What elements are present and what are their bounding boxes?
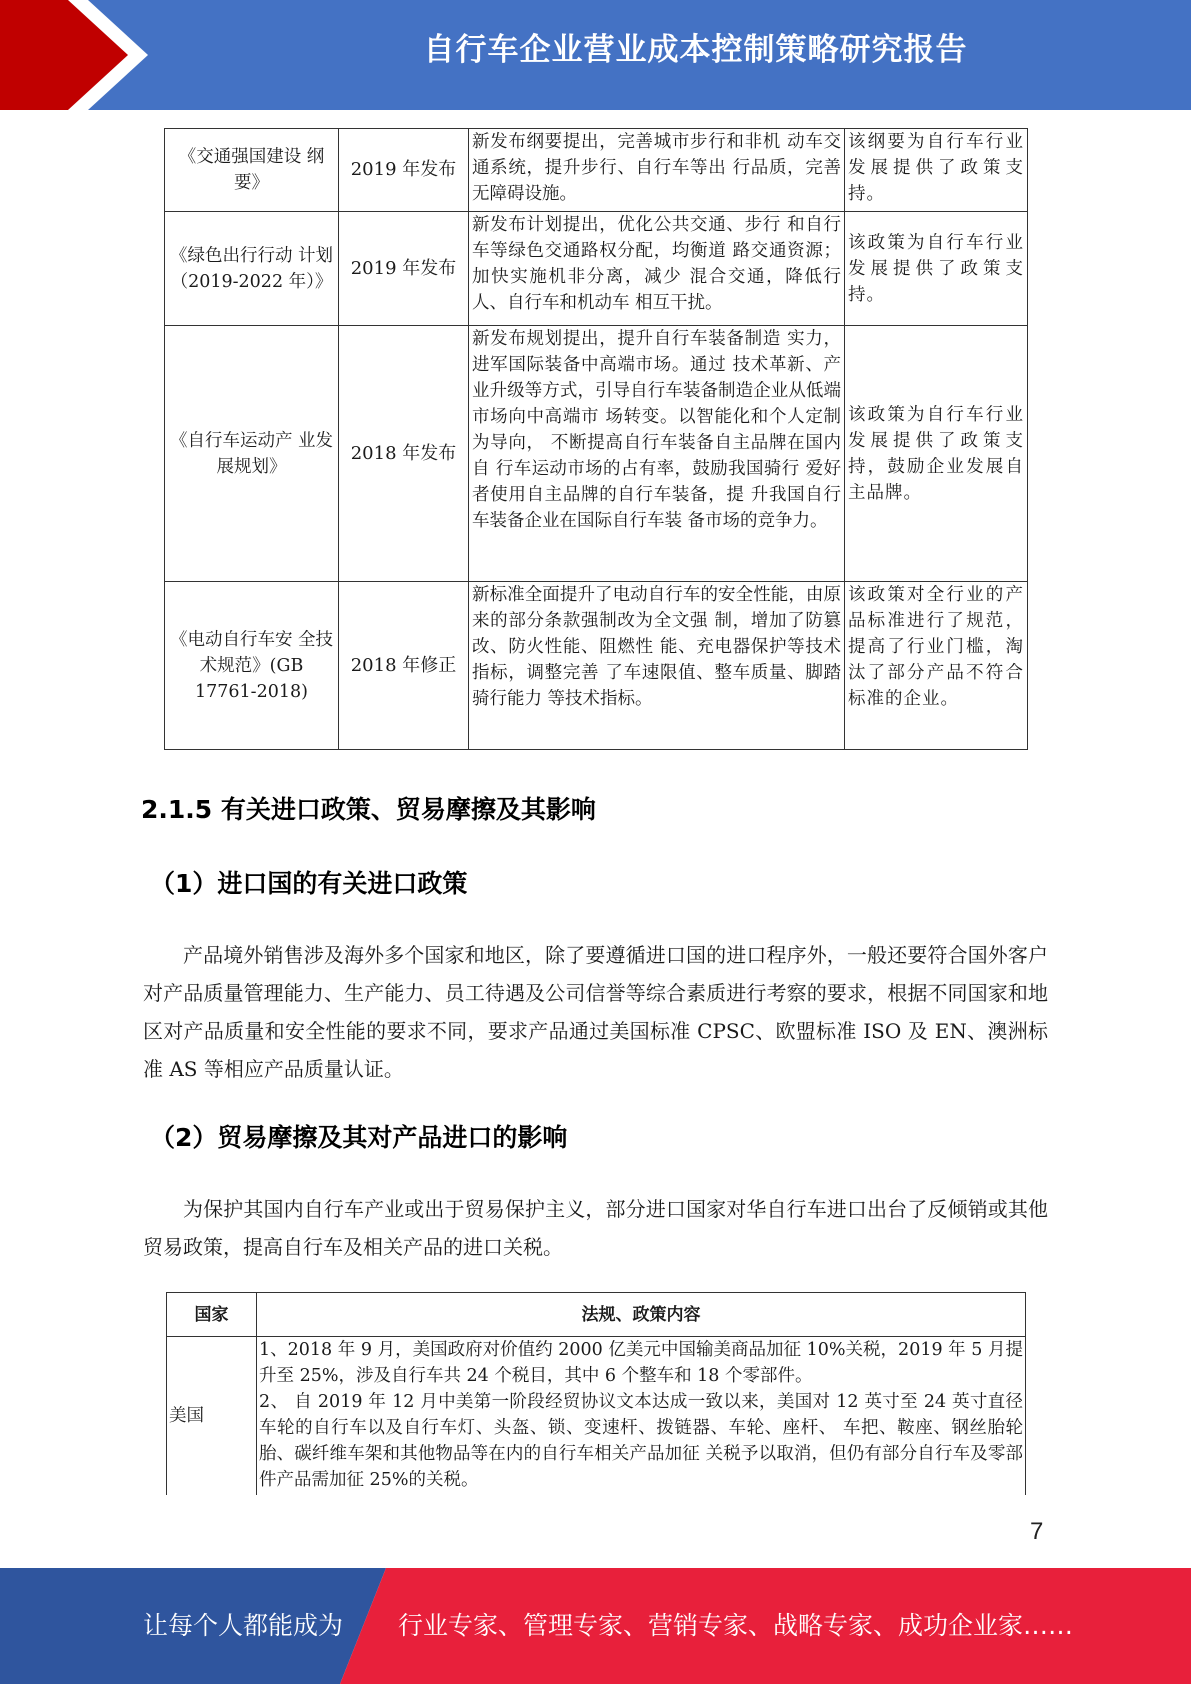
subsection-heading-import-policy: （1）进口国的有关进口政策 — [150, 869, 468, 898]
policy-date: 2018 年修正 — [339, 582, 469, 750]
report-title: 自行车企业营业成本控制策略研究报告 — [423, 32, 968, 68]
policy-impact: 该政策为自行车行业发展提供了政策支持。 — [845, 212, 1028, 326]
paragraph-trade-friction: 为保护其国内自行车产业或出于贸易保护主义，部分进口国家对华自行车进口出台了反倾销或其他贸易政策，提高自行车及相关产品的进口关税。 — [143, 1197, 1048, 1259]
policy-name: 《电动自行车安 全技术规范》(GB 17761-2018) — [165, 582, 339, 750]
table-header-row — [167, 1293, 1026, 1337]
section-heading: 2.1.5 有关进口政策、贸易摩擦及其影响 — [141, 795, 596, 824]
policy-content: 新发布计划提出，优化公共交通、步行 和自行车等绿色交通路权分配，均衡道 路交通资源；加快实施机非分离，减少 混合交通，降低行人、自行车和机动车 相互干扰。 — [469, 212, 845, 326]
policy-name: 《自行车运动产 业发展规划》 — [165, 326, 339, 582]
table-row — [165, 129, 1028, 212]
page-number: 7 — [1030, 1518, 1044, 1545]
footer-slogan-right: 行业专家、管理专家、营销专家、战略专家、成功企业家…… — [398, 1611, 1074, 1640]
table-row — [165, 212, 1028, 326]
footer-slogan-left: 让每个人都能成为 — [143, 1611, 344, 1640]
paragraph-import-policy: 产品境外销售涉及海外多个国家和地区，除了要遵循进口国的进口程序外，一般还要符合国外客户对产品质量管理能力、生产能力、员工待遇及公司信誉等综合素质进行考察的要求，根据不同国家和地区对产品质量和安全性能的要求不同，要求产品通过美国标准 CPSC、欧盟标准 ISO 及 EN、澳洲标准 AS 等相应产品质量认证。 — [143, 943, 1048, 1081]
policy-name: 《绿色出行行动 计划（2019-2022 年）》 — [165, 212, 339, 326]
policy-date: 2019 年发布 — [339, 129, 469, 212]
country-name: 美国 — [167, 1337, 257, 1496]
subsection-heading-trade-friction: （2）贸易摩擦及其对产品进口的影响 — [150, 1123, 568, 1152]
policy-item: 1、2018 年 9 月，美国政府对价值约 2000 亿美元中国输美商品加征 10%关税，2019 年 5 月提升至 25%，涉及自行车共 24 个税目，其中 6 个整车和 18 个零部件。 — [259, 1340, 1023, 1386]
policy-content: 新标准全面提升了电动自行车的安全性能，由原来的部分条款强制改为全文强 制，增加了防篡改、防火性能、阻燃性 能、充电器保护等技术指标，调整完善 了车速限值、整车质量、脚踏骑行能力 等技术指标。 — [469, 582, 845, 750]
policy-table — [164, 128, 1028, 750]
policy-impact: 该政策为自行车行业发展提供了政策支持，鼓励企业发展自主品牌。 — [845, 326, 1028, 582]
table-row — [165, 582, 1028, 750]
table-row — [165, 326, 1028, 582]
policy-date: 2018 年发布 — [339, 326, 469, 582]
policy-name: 《交通强国建设 纲要》 — [165, 129, 339, 212]
policy-date: 2019 年发布 — [339, 212, 469, 326]
page-footer — [0, 1568, 1191, 1684]
policy-impact: 该纲要为自行车行业发展提供了政策支持。 — [845, 129, 1028, 212]
policy-content: 新发布纲要提出，完善城市步行和非机 动车交通系统，提升步行、自行车等出 行品质，完善无障碍设施。 — [469, 129, 845, 212]
policy-impact: 该政策对全行业的产品标准进行了规范，提高了行业门槛，淘汰了部分产品不符合标准的企业。 — [845, 582, 1028, 750]
country-policy-table — [166, 1292, 1026, 1495]
column-header-content: 法规、政策内容 — [257, 1293, 1026, 1337]
country-policy-content — [257, 1337, 1026, 1496]
table-row — [167, 1337, 1026, 1496]
page-header — [0, 0, 1191, 110]
policy-content: 新发布规划提出，提升自行车装备制造 实力，进军国际装备中高端市场。通过 技术革新、产业升级等方式，引导自行车装备制造企业从低端市场向中高端市 场转变。以智能化和个人定制为导向， 不断提高自行车装备自主品牌在国内自 行车运动市场的占有率，鼓励我国骑行 爱好者使用自主品牌的自行车装备，提 升我国自行车装备企业在国际自行车装 备市场的竞争力。 — [469, 326, 845, 582]
column-header-country: 国家 — [167, 1293, 257, 1337]
policy-item: 2、 自 2019 年 12 月中美第一阶段经贸协议文本达成一致以来，美国对 12 英寸至 24 英寸直径车轮的自行车以及自行车灯、头盔、锁、变速杆、拨链器、车轮、座杆、 车把、鞍座、钢丝胎轮胎、碳纤维车架和其他物品等在内的自行车相关产品加征 关税予以取消，但仍有部分自行车及零部件产品需加征 25%的关税。 — [259, 1392, 1023, 1490]
